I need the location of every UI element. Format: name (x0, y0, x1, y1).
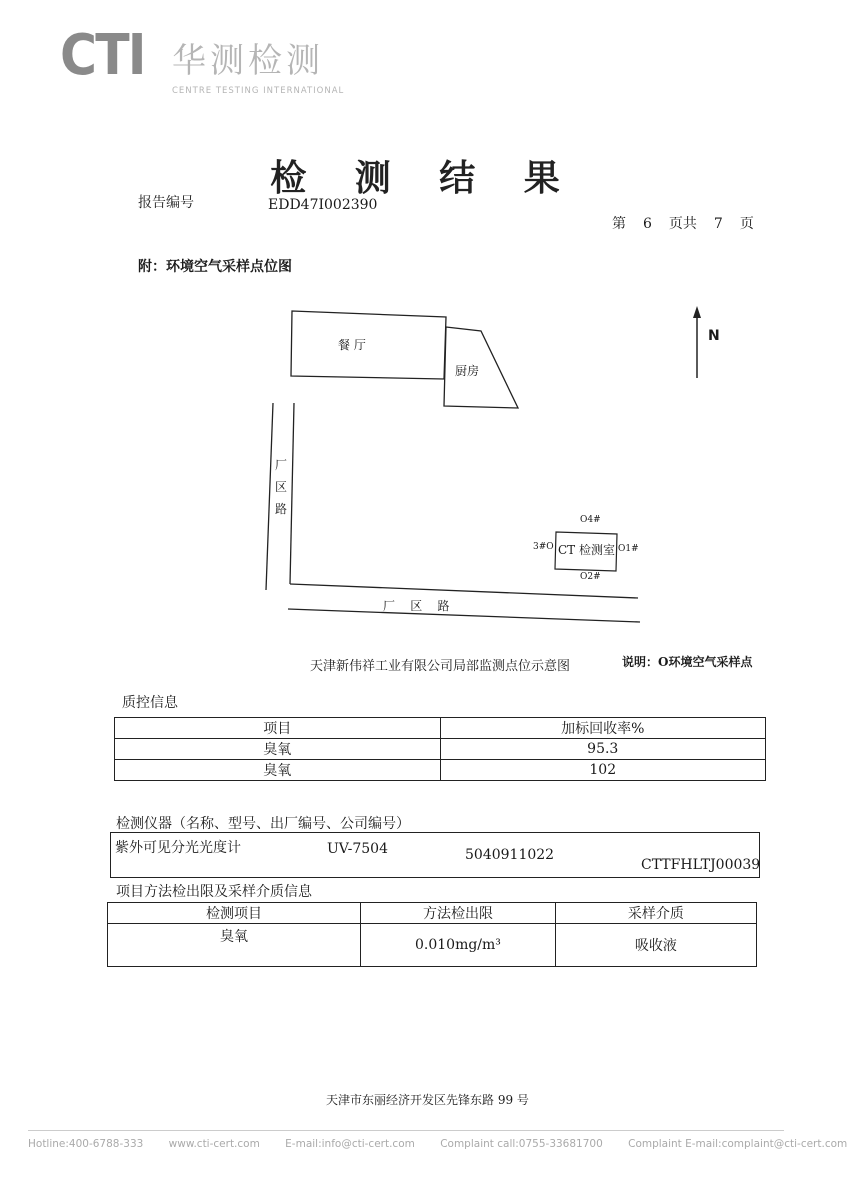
page-mid: 页共 (668, 216, 697, 232)
method-header-medium: 采样介质 (555, 903, 756, 924)
instrument-serial: 5040911022 (465, 847, 555, 863)
footer-email: E-mail:info@cti-cert.com (285, 1138, 415, 1150)
road-vertical-char-2: 区 (275, 480, 288, 494)
qc-row1-value: 95.3 (440, 739, 766, 760)
cti-logo: CTI (60, 23, 145, 88)
map-legend: 说明：O环境空气采样点 (622, 655, 753, 669)
sampling-point-3: 3#O (533, 542, 554, 552)
instrument-title: 检测仪器（名称、型号、出厂编号、公司编号） (116, 816, 410, 832)
road-edge-right (290, 403, 294, 584)
kitchen-label: 厨房 (455, 364, 480, 378)
sampling-point-4: O4# (580, 515, 601, 525)
company-address: 天津市东丽经济开发区先锋东路 99 号 (326, 1093, 529, 1107)
instrument-model: UV-7504 (327, 841, 388, 857)
page-suffix: 页 (739, 216, 754, 232)
map-caption: 天津新伟祥工业有限公司局部监测点位示意图 (310, 659, 571, 674)
table-row (108, 924, 757, 967)
table-row (115, 739, 766, 760)
restaurant-building (291, 311, 446, 379)
report-number-label: 报告编号 (138, 195, 194, 211)
footer-web: www.cti-cert.com (168, 1138, 260, 1150)
method-title: 项目方法检出限及采样介质信息 (116, 884, 312, 900)
method-table (107, 902, 757, 967)
lab-label: CT 检测室 (558, 543, 616, 557)
method-row-limit: 0.010mg/m³ (361, 924, 556, 967)
page-title: 检 测 结 果 (270, 157, 578, 199)
table-row (108, 903, 757, 924)
road-edge-bottom (288, 609, 640, 622)
road-vertical-char-3: 路 (275, 502, 288, 516)
qc-title: 质控信息 (122, 695, 178, 711)
appendix-title: 附：环境空气采样点位图 (138, 259, 292, 275)
road-edge-left (266, 403, 273, 590)
table-row (115, 760, 766, 781)
north-arrow-icon (693, 306, 701, 318)
qc-header-item: 项目 (115, 718, 441, 739)
table-row (115, 718, 766, 739)
qc-row1-item: 臭氧 (115, 739, 441, 760)
page-current: 6 (642, 216, 652, 232)
instrument-company-no: CTTFHLTJ00039 (641, 857, 761, 873)
road-horizontal-label: 厂 区 路 (383, 599, 450, 613)
restaurant-label: 餐 厅 (338, 338, 366, 352)
page-prefix: 第 (612, 216, 626, 232)
logo-english-name: CENTRE TESTING INTERNATIONAL (172, 86, 345, 96)
qc-row2-item: 臭氧 (115, 760, 441, 781)
method-header-item: 检测项目 (108, 903, 361, 924)
road-vertical-char-1: 厂 (275, 458, 288, 472)
qc-table (114, 717, 766, 781)
qc-row2-value: 102 (440, 760, 766, 781)
footer-contacts (28, 1138, 848, 1150)
footer-hotline: Hotline:400-6788-333 (28, 1138, 144, 1150)
method-header-limit: 方法检出限 (361, 903, 556, 924)
sampling-point-1: O1# (618, 544, 639, 554)
footer-divider (28, 1130, 784, 1131)
report-number-value: EDD47I002390 (268, 197, 378, 213)
qc-header-recovery: 加标回收率% (440, 718, 766, 739)
page-total: 7 (713, 216, 723, 232)
footer-complaint-email: Complaint E-mail:complaint@cti-cert.com (628, 1138, 848, 1150)
north-label: N (708, 328, 720, 344)
method-row-medium: 吸收液 (555, 924, 756, 967)
logo-chinese-name: 华测检测 (172, 41, 324, 81)
road-edge-top (290, 584, 638, 598)
method-row-item: 臭氧 (108, 924, 361, 967)
sampling-point-2: O2# (580, 572, 601, 582)
footer-complaint-call: Complaint call:0755-33681700 (440, 1138, 603, 1150)
instrument-box (110, 832, 760, 878)
instrument-name: 紫外可见分光光度计 (115, 840, 241, 856)
